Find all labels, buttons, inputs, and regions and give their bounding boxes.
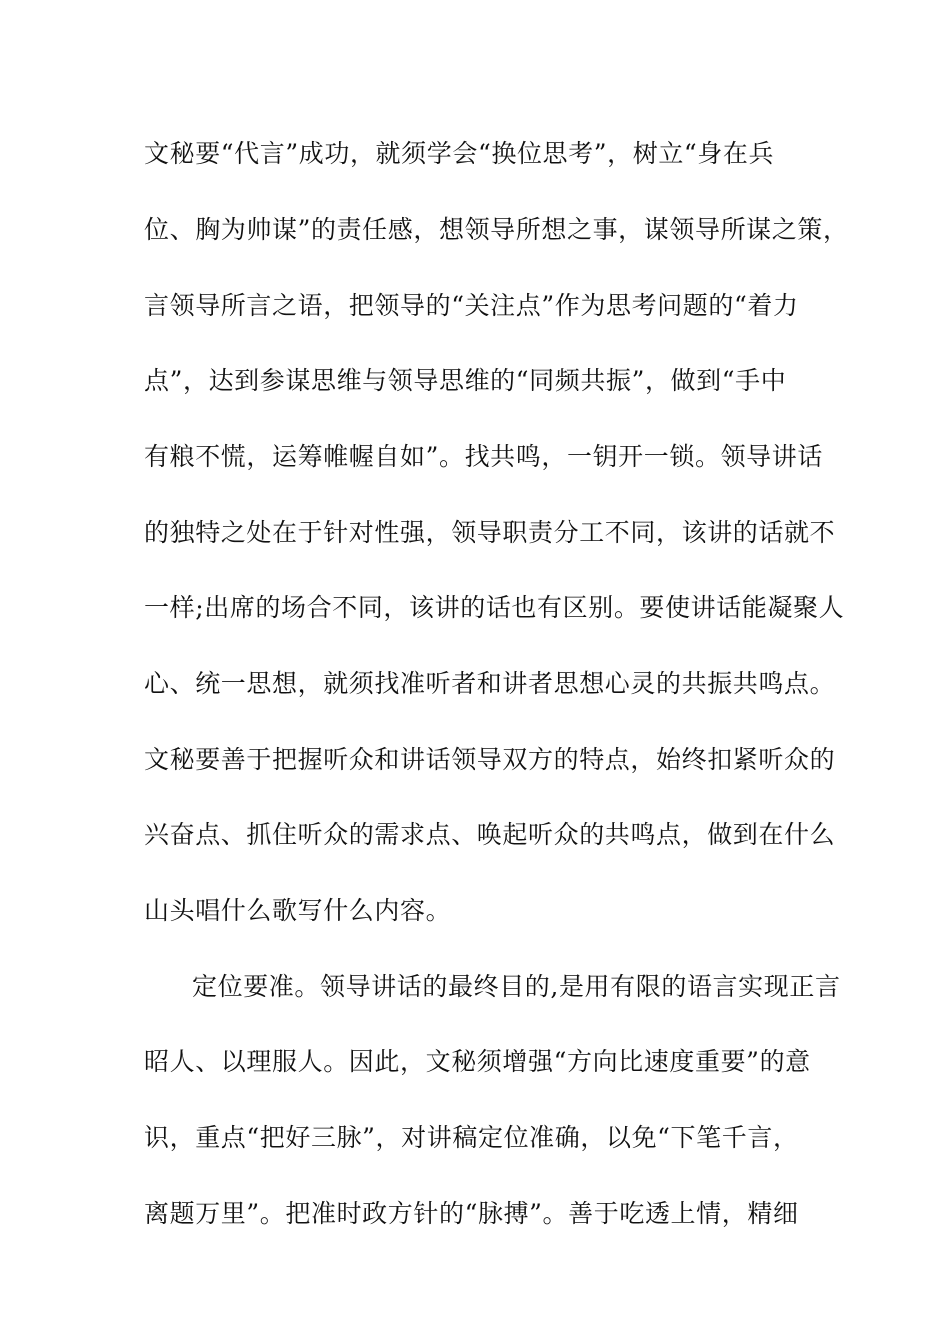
- text-line: 文秘要“代言”成功，就须学会“换位思考”，树立“身在兵: [144, 139, 775, 168]
- text-line: 一样;出席的场合不同，该讲的话也有区别。要使讲话能凝聚人: [144, 593, 845, 622]
- text-line: 离题万里”。把准时政方针的“脉搏”。善于吃透上情，精细: [144, 1199, 799, 1228]
- text-line: 位、胸为帅谋”的责任感，想领导所想之事，谋领导所谋之策，: [144, 215, 849, 244]
- text-line: 识，重点“把好三脉”，对讲稿定位准确，以免“下笔千言，: [144, 1123, 799, 1152]
- text-line: 昭人、以理服人。因此，文秘须增强“方向比速度重要”的意: [144, 1047, 811, 1076]
- text-line: 点”，达到参谋思维与领导思维的“同频共振”，做到“手中: [144, 366, 787, 395]
- text-line: 有粮不慌，运筹帷幄自如”。找共鸣，一钥开一锁。领导讲话: [144, 442, 823, 471]
- text-line: 兴奋点、抓住听众的需求点、唤起听众的共鸣点，做到在什么: [144, 820, 836, 849]
- paragraph-first-line: 定位要准。领导讲话的最终目的,是用有限的语言实现正言: [192, 972, 841, 1001]
- text-line: 山头唱什么歌写什么内容。: [144, 896, 452, 925]
- text-line: 言领导所言之语，把领导的“关注点”作为思考问题的“着力: [144, 291, 799, 320]
- text-line: 的独特之处在于针对性强，领导职责分工不同，该讲的话就不: [144, 518, 836, 547]
- text-line: 心、统一思想，就须找准听者和讲者思想心灵的共振共鸣点。: [144, 669, 836, 698]
- text-line: 文秘要善于把握听众和讲话领导双方的特点，始终扣紧听众的: [144, 745, 836, 774]
